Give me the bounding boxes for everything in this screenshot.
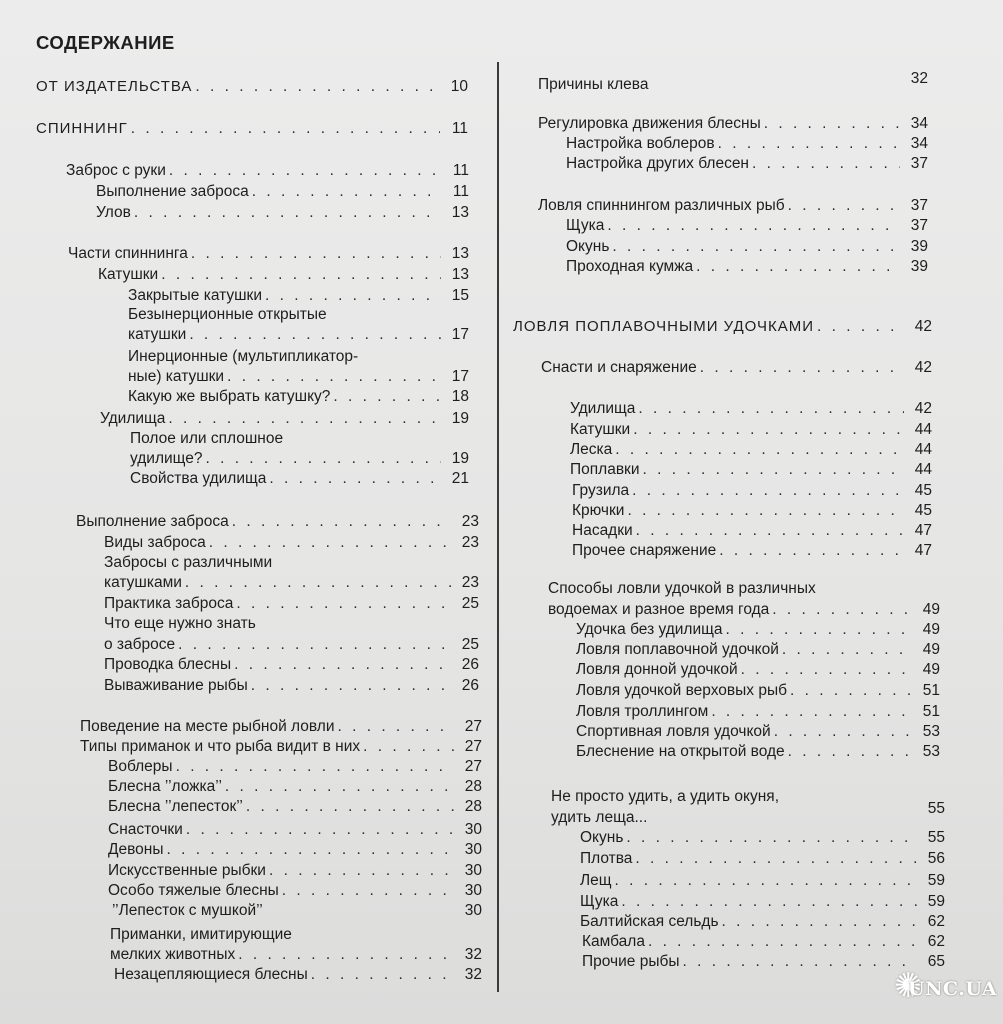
toc-entry: Леска . . . 44 [570,441,932,459]
toc-entry: Типы приманок и что рыба видит в них . . . 27 [80,738,482,756]
sparkle-icon: ✺ [894,967,923,1005]
toc-entry: Катушки . . . 13 [98,266,469,284]
toc-entry: о забросе . . . 25 [104,636,479,654]
toc-entry-line1: Забросы с различными [104,554,273,571]
toc-entry: Катушки . . . 44 [570,421,932,439]
toc-entry: Причины клева 32 [538,70,928,93]
toc-entry: ’’Лепесток с мушкой’’ 30 [112,902,482,919]
toc-entry: Выполнение заброса . . . 11 [96,183,469,201]
toc-entry: Искусственные рыбки . . . 30 [108,862,482,880]
page-title: СОДЕРЖАНИЕ [36,32,175,53]
toc-entry: Ловля удочкой верховых рыб . . . 51 [576,682,940,700]
watermark-logo [888,966,996,1018]
toc-entry: Удилища . . . 42 [570,400,932,418]
toc-entry: удить леща... 55 [551,800,945,826]
toc-entry-spinning: СПИННИНГ . . . 11 [36,120,468,138]
toc-entry: Насадки . . . 47 [572,522,932,540]
toc-entry: Прочее снаряжение . . . 47 [572,542,932,560]
toc-entry: ные) катушки . . . 17 [128,368,469,386]
toc-entry: катушками . . . 23 [104,574,479,592]
toc-entry-line1: Полое или сплошное [130,430,284,447]
toc-entry: Незацепляющиеся блесны . . . 32 [114,966,482,984]
toc-entry: Какую же выбрать катушку? . . . 18 [128,388,469,406]
toc-entry-lovlya-poplavochnymi: ЛОВЛЯ ПОПЛАВОЧНЫМИ УДОЧКАМИ . . . 42 [513,318,932,336]
toc-entry: Улов . . . 13 [96,204,469,222]
watermark-text: UNC.UA [908,978,998,1000]
toc-entry: Воблеры . . . 27 [108,758,482,776]
toc-entry: Прочие рыбы . . . 65 [582,953,945,971]
column-divider [497,62,499,992]
toc-entry-line1: Способы ловли удочкой в различных [548,580,816,597]
toc-entry: Снасти и снаряжение . . . 42 [541,359,932,377]
toc-entry: Блесна ’’ложка’’ . . . 28 [108,778,482,796]
toc-entry-ot-izdatelstva: ОТ ИЗДАТЕЛЬСТВА . . . 10 [36,78,468,96]
toc-entry: водоемах и разное время года . . . 49 [548,601,940,619]
toc-entry: Девоны . . . 30 [108,841,482,859]
toc-entry: Проводка блесны . . . 26 [104,656,479,674]
toc-entry: Грузила . . . 45 [572,482,932,500]
toc-entry: Удилища . . . 19 [100,410,469,428]
toc-entry: Лещ . . . 59 [580,872,945,890]
toc-entry: Ловля спиннингом различных рыб . . . 37 [538,197,928,215]
toc-entry: Поплавки . . . 44 [570,461,932,479]
toc-entry: удилище? . . . 19 [130,450,469,468]
toc-entry: Ловля троллингом . . . 51 [576,703,940,721]
toc-entry-line1: Инерционные (мультипликатор- [128,348,359,365]
toc-entry: Настройка воблеров . . . 34 [566,135,928,153]
toc-entry: Ловля поплавочной удочкой . . . 49 [576,641,940,659]
toc-entry-line1: Не просто удить, а удить окуня, [551,788,780,805]
toc-entry: Балтийская сельдь . . . 62 [580,913,945,931]
toc-entry: Ловля донной удочкой . . . 49 [576,661,940,679]
toc-entry: Свойства удилища . . . 21 [130,470,469,488]
toc-entry: Виды заброса . . . 23 [104,534,479,552]
toc-entry: Окунь . . . 55 [580,829,945,847]
toc-entry: Проходная кумжа . . . 39 [566,258,928,276]
toc-entry: Поведение на месте рыбной ловли . . . 27 [80,718,482,736]
toc-entry: Регулировка движения блесны . . . 34 [538,115,928,133]
toc-entry: Практика заброса . . . 25 [104,595,479,613]
toc-entry: Удочка без удилища . . . 49 [576,621,940,639]
toc-entry: Закрытые катушки . . . 15 [128,287,469,305]
toc-entry-line1: Безынерционные открытые [128,306,327,323]
toc-entry-line1: Приманки, имитирующие [110,926,292,943]
toc-entry: Щука . . . 37 [566,217,928,235]
toc-entry: Щука . . . 59 [580,893,945,911]
toc-entry: Вываживание рыбы . . . 26 [104,677,479,695]
toc-entry: Особо тяжелые блесны . . . 30 [108,882,482,900]
toc-entry-line1: Что еще нужно знать [104,615,256,632]
toc-entry: Блеснение на открытой воде . . . 53 [576,743,940,761]
toc-entry: Спортивная ловля удочкой . . . 53 [576,723,940,741]
toc-entry: Снасточки . . . 30 [108,821,482,839]
toc-entry: Части спиннинга . . . 13 [68,245,469,263]
toc-entry: катушки . . . 17 [128,326,469,344]
toc-entry: Настройка других блесен . . . 37 [566,155,928,173]
toc-entry: Заброс с руки . . . 11 [66,162,469,180]
toc-entry: Выполнение заброса . . . 23 [76,513,479,531]
toc-entry: мелких животных . . . 32 [110,946,482,964]
toc-entry: Плотва . . . 56 [580,850,945,868]
toc-entry: Окунь . . . 39 [566,238,928,256]
toc-entry: Блесна ’’лепесток’’ . . . 28 [108,798,482,816]
toc-entry: Крючки . . . 45 [572,502,932,520]
toc-entry: Камбала . . . 62 [582,933,945,951]
